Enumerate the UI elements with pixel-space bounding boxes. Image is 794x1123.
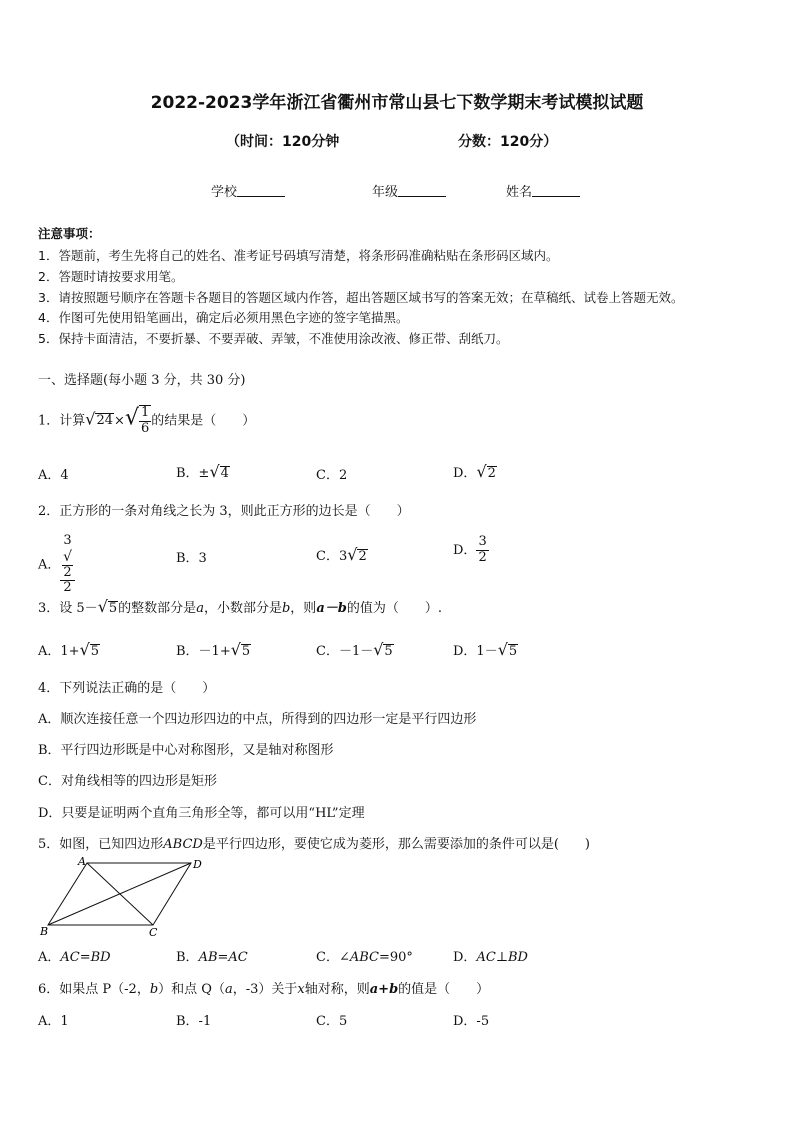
notes-title: 注意事项： <box>38 226 101 241</box>
label-a: A <box>78 855 86 868</box>
label-d: D <box>193 858 202 871</box>
question-4: 4．下列说法正确的是（ ） <box>38 681 216 696</box>
q2-option-c: C．3√2 <box>316 545 367 564</box>
question-6: 6．如果点 P（-2，b）和点 Q（a，-3）关于x轴对称，则a+b的值是（ ） <box>38 982 490 997</box>
question-1: 1．计算√24×√ $\frac{1}{6}$ 的结果是（ ） <box>38 405 256 436</box>
q5-option-b: B．AB=AC <box>176 950 248 965</box>
q4-option-c: C．对角线相等的四边形是矩形 <box>38 774 217 789</box>
q1-option-b: B．±√4 <box>176 462 229 481</box>
q3-option-c: C．－1－√5 <box>316 640 393 659</box>
q4-option-d: D．只要是证明两个直角三角形全等，都可以用“HL”定理 <box>38 806 365 821</box>
q4-option-a: A．顺次连接任意一个四边形四边的中点，所得到的四边形一定是平行四边形 <box>38 712 477 727</box>
question-2: 2．正方形的一条对角线之长为 3，则此正方形的边长是（ ） <box>38 504 410 519</box>
label-c: C <box>149 926 158 939</box>
name-field: 姓名 <box>506 181 580 200</box>
exam-time: （时间：120分钟 <box>226 134 340 150</box>
q2-option-d: D． $\frac{3}{2}$ <box>453 534 487 565</box>
q6-option-c: C．5 <box>316 1014 348 1029</box>
note-item: 3．请按照题号顺序在答题卡各题目的答题区域内作答，超出答题区域书写的答案无效；在草稿纸、试卷上答题无效。 <box>38 290 684 305</box>
exam-score: 分数：120分） <box>458 134 558 150</box>
q4-option-b: B．平行四边形既是中心对称图形，又是轴对称图形 <box>38 743 334 758</box>
section-heading: 一、选择题(每小题 3 分，共 30 分) <box>38 373 246 388</box>
q5-option-d: D．AC⊥BD <box>453 950 528 965</box>
q1-option-c: C．2 <box>316 468 348 483</box>
q3-option-d: D．1－√5 <box>453 640 518 659</box>
grade-field: 年级 <box>372 181 446 200</box>
q2-option-a: A． 3 √ 2 2 <box>38 534 75 596</box>
q2-option-b: B．3 <box>176 551 207 566</box>
label-b: B <box>40 925 49 938</box>
note-item: 5．保持卡面清洁，不要折暴、不要弄破、弄皱，不准使用涂改液、修正带、刮纸刀。 <box>38 331 509 346</box>
question-3: 3．设 5－√5的整数部分是a，小数部分是b，则a－b的值为（ ）. <box>38 597 442 616</box>
q5-option-c: C．∠ABC=90° <box>316 950 413 965</box>
question-5: 5．如图，已知四边形ABCD是平行四边形，要使它成为菱形，那么需要添加的条件可以是( ) <box>38 837 590 852</box>
school-field: 学校 <box>211 181 285 200</box>
parallelogram-figure <box>36 854 208 940</box>
q6-option-d: D．-5 <box>453 1014 490 1029</box>
note-item: 2．答题时请按要求用笔。 <box>38 269 184 284</box>
note-item: 4．作图可先使用铅笔画出，确定后必须用黑色字迹的签字笔描黑。 <box>38 310 409 325</box>
q3-option-a: A．1+√5 <box>38 640 100 659</box>
q3-option-b: B．－1+√5 <box>176 640 251 659</box>
note-item: 1．答题前，考生先将自己的姓名、准考证号码填写清楚，将条形码准确粘贴在条形码区域内。 <box>38 248 559 263</box>
page-title: 2022-2023学年浙江省衢州市常山县七下数学期末考试模拟试题 <box>150 93 644 113</box>
q1-option-a: A．4 <box>38 468 69 483</box>
q5-option-a: A．AC=BD <box>38 950 111 965</box>
q6-option-b: B．-1 <box>176 1014 212 1029</box>
q6-option-a: A．1 <box>38 1014 69 1029</box>
diagonal-bd <box>48 863 191 925</box>
q1-option-d: D．√2 <box>453 462 496 481</box>
